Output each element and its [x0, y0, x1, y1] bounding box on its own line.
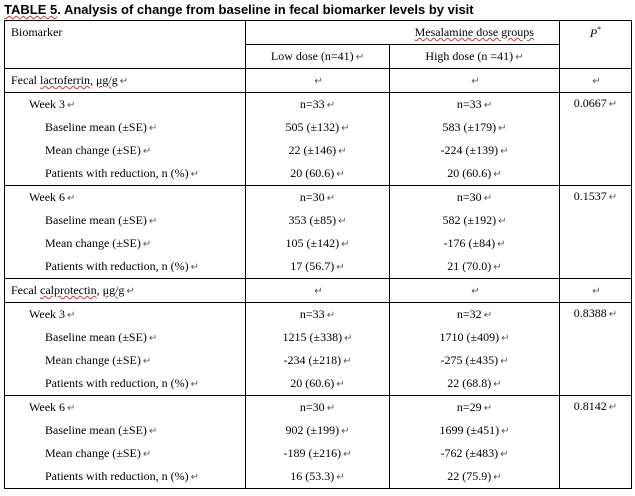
return-mark: ↵	[483, 403, 493, 414]
row-high	[390, 419, 560, 442]
table-row	[5, 232, 632, 255]
row-high	[390, 465, 560, 489]
section-unit: μg/g	[102, 283, 125, 297]
high-value: 1699 (±451)	[439, 423, 500, 437]
high-value: 582 (±192)	[442, 213, 497, 227]
low-value: 22 (±146)	[288, 143, 337, 157]
section-high	[390, 69, 560, 93]
high-value: 22 (75.9)	[447, 469, 492, 483]
return-mark: ↵	[326, 193, 336, 204]
return-mark: ↵	[592, 286, 601, 297]
week-n-low	[246, 186, 390, 210]
return-mark: ↵	[608, 309, 618, 320]
return-mark: ↵	[326, 310, 336, 321]
return-mark: ↵	[592, 76, 601, 87]
return-mark: ↵	[501, 333, 510, 344]
low-value: 505 (±132)	[285, 120, 340, 134]
row-label	[5, 465, 246, 489]
return-mark: ↵	[343, 356, 352, 367]
row-label-text: Mean change (±SE)	[45, 446, 141, 460]
return-mark: ↵	[608, 99, 618, 110]
biomarker-table	[4, 20, 632, 489]
p-value: 0.1537	[573, 189, 607, 203]
p-value: 0.0667	[573, 96, 607, 110]
section-name: lactoferrin	[40, 73, 90, 87]
return-mark: ↵	[326, 403, 336, 414]
table-title-number: TABLE 5	[4, 2, 58, 17]
low-value: 1215 (±338)	[282, 330, 343, 344]
return-mark: ↵	[501, 426, 510, 437]
return-mark: ↵	[142, 146, 152, 157]
return-mark: ↵	[148, 216, 158, 227]
row-low	[246, 442, 390, 465]
n-high: n=33	[456, 97, 482, 111]
row-low	[246, 139, 390, 162]
week-p-value	[560, 186, 632, 279]
table-title	[4, 2, 474, 18]
section-name: calprotectin	[40, 283, 97, 297]
return-mark: ↵	[608, 192, 618, 203]
row-label-text: Mean change (±SE)	[45, 236, 141, 250]
header-blank	[246, 21, 390, 45]
row-label-text: Baseline mean (±SE)	[45, 423, 147, 437]
row-high	[390, 349, 560, 372]
high-value: -176 (±84)	[443, 236, 496, 250]
return-mark: ↵	[142, 356, 152, 367]
low-value: -234 (±218)	[283, 353, 342, 367]
week-n-high	[390, 396, 560, 420]
week-label	[5, 303, 246, 327]
return-mark: ↵	[67, 310, 76, 321]
row-low	[246, 349, 390, 372]
row-label-text: Baseline mean (±SE)	[45, 330, 147, 344]
week-p-value	[560, 396, 632, 489]
low-value: 17 (56.7)	[290, 259, 335, 273]
return-mark: ↵	[148, 426, 158, 437]
high-value: -275 (±435)	[440, 353, 499, 367]
return-mark: ↵	[471, 76, 480, 87]
row-label	[5, 372, 246, 396]
return-mark: ↵	[608, 402, 618, 413]
week-label	[5, 93, 246, 117]
week-row	[5, 303, 632, 327]
header-biomarker: Biomarker	[5, 21, 246, 45]
row-label-text: Patients with reduction, n (%)	[45, 469, 189, 483]
low-value: 105 (±142)	[285, 236, 340, 250]
row-high	[390, 209, 560, 232]
return-mark: ↵	[67, 403, 76, 414]
return-mark: ↵	[336, 169, 345, 180]
return-mark: ↵	[314, 76, 323, 87]
return-mark: ↵	[126, 286, 135, 297]
return-mark: ↵	[67, 193, 76, 204]
row-label-text: Baseline mean (±SE)	[45, 120, 147, 134]
row-label-text: Patients with reduction, n (%)	[45, 259, 189, 273]
row-label	[5, 419, 246, 442]
row-high	[390, 139, 560, 162]
row-low	[246, 209, 390, 232]
low-value: 353 (±85)	[288, 213, 337, 227]
table-row	[5, 255, 632, 279]
high-value: 21 (70.0)	[447, 259, 492, 273]
section-low	[246, 279, 390, 303]
week-name: Week 6	[29, 400, 66, 414]
n-high: n=32	[456, 307, 482, 321]
n-low: n=30	[299, 400, 325, 414]
table-row	[5, 372, 632, 396]
row-label	[5, 116, 246, 139]
return-mark: ↵	[497, 239, 506, 250]
n-low: n=33	[299, 307, 325, 321]
week-name: Week 6	[29, 190, 66, 204]
row-low	[246, 465, 390, 489]
return-mark: ↵	[341, 239, 350, 250]
n-low: n=30	[299, 190, 325, 204]
return-mark: ↵	[119, 76, 129, 87]
row-high	[390, 116, 560, 139]
high-value: 22 (68.8)	[447, 376, 492, 390]
low-value: 902 (±199)	[285, 423, 340, 437]
n-high: n=29	[456, 400, 482, 414]
table-row	[5, 326, 632, 349]
return-mark: ↵	[190, 262, 200, 273]
return-mark: ↵	[148, 123, 158, 134]
return-mark: ↵	[500, 146, 509, 157]
header-blank-3	[560, 45, 632, 69]
table-row	[5, 209, 632, 232]
return-mark: ↵	[326, 100, 336, 111]
row-low	[246, 419, 390, 442]
row-label-text: Baseline mean (±SE)	[45, 213, 147, 227]
week-n-high	[390, 93, 560, 117]
return-mark: ↵	[142, 239, 152, 250]
row-label	[5, 442, 246, 465]
section-p	[560, 69, 632, 93]
return-mark: ↵	[483, 310, 493, 321]
section-row	[5, 279, 632, 303]
section-name: ,	[89, 73, 96, 87]
row-label	[5, 139, 246, 162]
row-high	[390, 372, 560, 396]
row-high	[390, 232, 560, 255]
return-mark: ↵	[483, 100, 493, 111]
week-p-value	[560, 93, 632, 186]
return-mark: ↵	[190, 379, 200, 390]
row-label-text: Mean change (±SE)	[45, 353, 141, 367]
return-mark: ↵	[344, 333, 353, 344]
return-mark: ↵	[343, 449, 352, 460]
return-mark: ↵	[498, 123, 507, 134]
header-high-dose: High dose (n =41) ↵	[390, 45, 560, 69]
return-mark: ↵	[190, 472, 200, 483]
section-low	[246, 69, 390, 93]
week-name: Week 3	[29, 307, 66, 321]
row-low	[246, 232, 390, 255]
row-label	[5, 162, 246, 186]
section-unit: μg/g	[95, 73, 118, 87]
row-low	[246, 116, 390, 139]
return-mark: ↵	[500, 356, 509, 367]
return-mark: ↵	[142, 449, 152, 460]
return-mark: ↵	[338, 216, 347, 227]
week-name: Week 3	[29, 97, 66, 111]
return-mark: ↵	[336, 472, 345, 483]
week-p-value	[560, 303, 632, 396]
week-row	[5, 93, 632, 117]
table-row	[5, 349, 632, 372]
return-mark: ↵	[67, 100, 76, 111]
high-value: -224 (±139)	[440, 143, 499, 157]
header-row-2	[5, 45, 632, 69]
return-mark: ↵	[493, 379, 502, 390]
header-low-dose: Low dose (n=41) ↵	[246, 45, 390, 69]
low-value: 16 (53.3)	[290, 469, 335, 483]
p-value: 0.8388	[573, 306, 607, 320]
low-value: 20 (60.6)	[290, 376, 335, 390]
table-row	[5, 419, 632, 442]
week-n-high	[390, 303, 560, 327]
high-value: 583 (±179)	[442, 120, 497, 134]
row-low	[246, 255, 390, 279]
section-label	[5, 279, 246, 303]
row-high	[390, 442, 560, 465]
row-label-text: Patients with reduction, n (%)	[45, 376, 189, 390]
row-label-text: Patients with reduction, n (%)	[45, 166, 189, 180]
row-low	[246, 326, 390, 349]
low-value: 20 (60.6)	[290, 166, 335, 180]
row-label	[5, 326, 246, 349]
p-value: 0.8142	[573, 399, 607, 413]
high-value: 20 (60.6)	[447, 166, 492, 180]
week-row	[5, 186, 632, 210]
table-row	[5, 162, 632, 186]
row-label	[5, 255, 246, 279]
row-high	[390, 326, 560, 349]
section-label	[5, 69, 246, 93]
return-mark: ↵	[190, 169, 200, 180]
row-low	[246, 162, 390, 186]
table-row	[5, 116, 632, 139]
row-label	[5, 232, 246, 255]
row-label	[5, 209, 246, 232]
n-low: n=33	[299, 97, 325, 111]
header-p: P*	[560, 21, 632, 45]
section-name: ,	[96, 283, 103, 297]
return-mark: ↵	[338, 146, 347, 157]
section-name: Fecal	[11, 73, 40, 87]
return-mark: ↵	[341, 426, 350, 437]
week-n-low	[246, 93, 390, 117]
header-row-1	[5, 21, 632, 45]
week-label	[5, 396, 246, 420]
high-value: 1710 (±409)	[439, 330, 500, 344]
table-row	[5, 139, 632, 162]
high-value: -762 (±483)	[440, 446, 499, 460]
section-p	[560, 279, 632, 303]
return-mark: ↵	[314, 286, 323, 297]
table-title-text: . Analysis of change from baseline in fecal biomarker levels by visit	[57, 2, 474, 17]
row-high	[390, 255, 560, 279]
return-mark: ↵	[341, 123, 350, 134]
return-mark: ↵	[500, 449, 509, 460]
return-mark: ↵	[336, 262, 345, 273]
return-mark: ↵	[493, 472, 502, 483]
return-mark: ↵	[498, 216, 507, 227]
week-n-low	[246, 396, 390, 420]
return-mark: ↵	[148, 333, 158, 344]
week-row	[5, 396, 632, 420]
table-row	[5, 465, 632, 489]
section-high	[390, 279, 560, 303]
header-dose-groups: Mesalamine dose groups	[390, 21, 560, 45]
row-label-text: Mean change (±SE)	[45, 143, 141, 157]
return-mark: ↵	[471, 286, 480, 297]
week-label	[5, 186, 246, 210]
low-value: -189 (±216)	[283, 446, 342, 460]
row-low	[246, 372, 390, 396]
n-high: n=30	[456, 190, 482, 204]
return-mark: ↵	[483, 193, 493, 204]
return-mark: ↵	[493, 262, 502, 273]
row-high	[390, 162, 560, 186]
section-name: Fecal	[11, 283, 40, 297]
table-body	[5, 21, 632, 489]
week-n-high	[390, 186, 560, 210]
table-row	[5, 442, 632, 465]
header-blank-2	[5, 45, 246, 69]
return-mark: ↵	[336, 379, 345, 390]
week-n-low	[246, 303, 390, 327]
row-label	[5, 349, 246, 372]
return-mark: ↵	[493, 169, 502, 180]
section-row	[5, 69, 632, 93]
